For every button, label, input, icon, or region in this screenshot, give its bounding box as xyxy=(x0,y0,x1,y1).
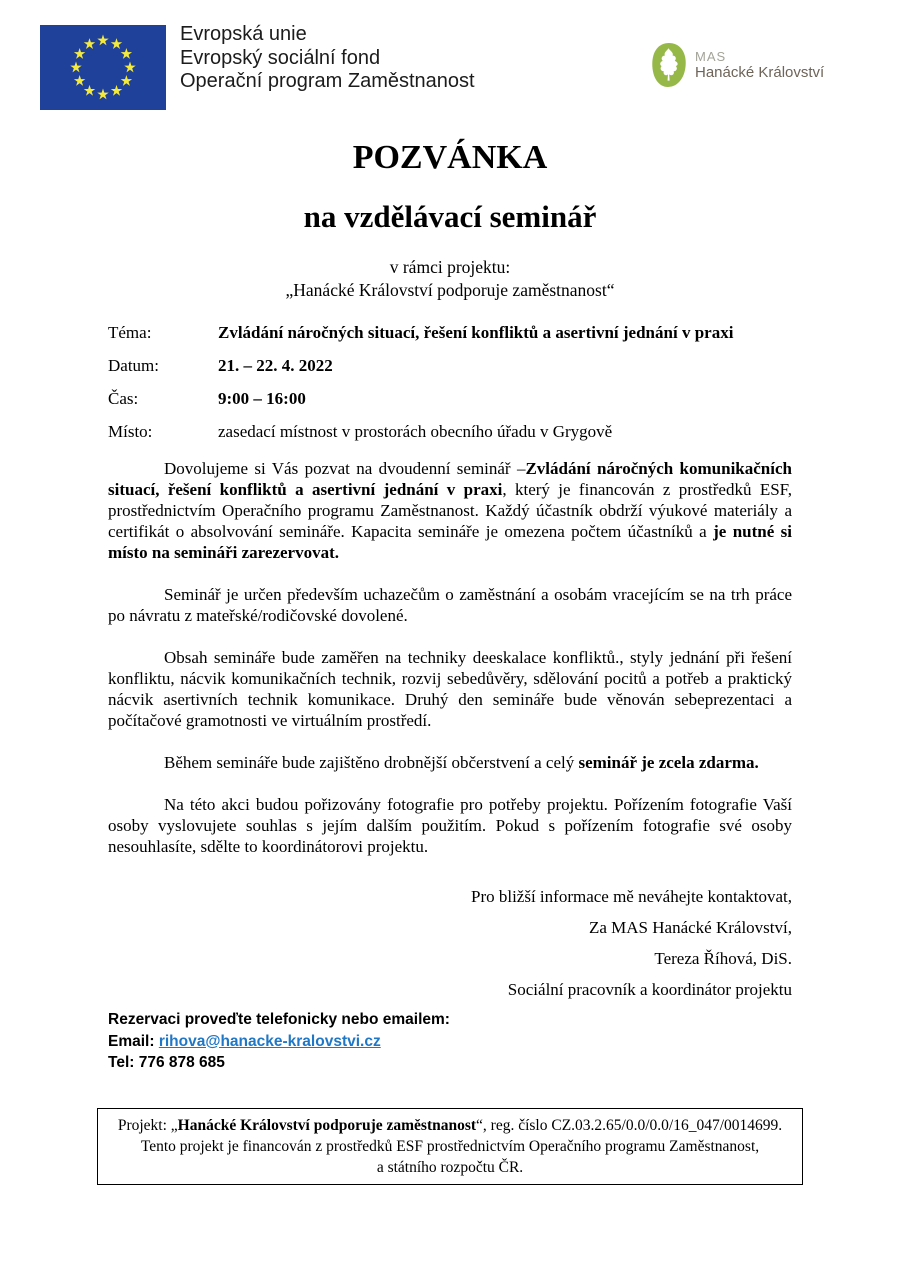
detail-row-cas xyxy=(108,388,792,409)
detail-label: Čas: xyxy=(108,389,139,408)
footer-project-name: Hanácké Království podporuje zaměstnanost xyxy=(177,1117,477,1134)
eu-flag-icon xyxy=(40,25,166,110)
footer-text: “, reg. číslo CZ.03.2.65/0.0/0.0/16_047/0014699. xyxy=(476,1117,783,1134)
seminar-details xyxy=(108,322,792,454)
eu-logo-line: Operační program Zaměstnanost xyxy=(180,70,475,92)
detail-label: Místo: xyxy=(108,422,153,441)
footer-text: Projekt: „ xyxy=(117,1117,178,1134)
detail-label: Datum: xyxy=(108,356,159,375)
oak-leaf-icon xyxy=(650,42,688,88)
email-link[interactable]: rihova@hanacke-kralovstvi.cz xyxy=(158,1032,381,1050)
footer-line-2: Tento projekt je financován z prostředků ESF prostřednictvím Operačního programu Zaměstnanost, xyxy=(140,1138,760,1155)
project-subtitle-line2: „Hanácké Království podporuje zaměstnanost“ xyxy=(285,280,615,300)
detail-row-datum xyxy=(108,355,792,376)
contact-line: Tereza Říhová, DiS. xyxy=(654,949,792,968)
mas-logo-name-bottom: Hanácké Království xyxy=(695,63,825,81)
reservation-block xyxy=(108,1009,450,1074)
detail-value: zasedací místnost v prostorách obecního úřadu v Grygově xyxy=(218,422,613,441)
mas-logo-name-top: MAS xyxy=(695,48,727,64)
contact-block xyxy=(108,886,792,1010)
eu-logo xyxy=(40,17,475,110)
document-title: POZVÁNKA xyxy=(352,139,548,176)
project-footer-box xyxy=(97,1108,803,1185)
project-subtitle xyxy=(0,256,900,302)
detail-label: Téma: xyxy=(108,323,152,342)
paragraph-text-bold: je nutné si místo na semináři zarezervovat. xyxy=(108,522,792,562)
contact-line: Sociální pracovník a koordinátor projektu xyxy=(507,980,792,999)
eu-logo-line: Evropská unie xyxy=(180,23,307,45)
reservation-instruction: Rezervaci proveďte telefonicky nebo emailem: xyxy=(108,1011,450,1028)
paragraph-text: Během semináře bude zajištěno drobnější občerstvení a celý xyxy=(164,753,579,772)
mas-logo-text xyxy=(695,49,824,82)
paragraph-2: Seminář je určen především uchazečům o zaměstnání a osobám vracejícím se na trh práce po návratu z mateřské/rodičovské dovolené. xyxy=(108,585,792,625)
paragraph-text-bold: Zvládání náročných komunikačních situací, řešení konfliktů a asertivní jednání v praxi xyxy=(108,459,792,499)
body-text xyxy=(108,458,792,878)
eu-logo-line: Evropský sociální fond xyxy=(180,46,381,69)
email-label: Email: xyxy=(108,1032,159,1050)
detail-value: 21. – 22. 4. 2022 xyxy=(218,356,333,375)
paragraph-3: Obsah semináře bude zaměřen na techniky deeskalace konfliktů., styly jednání při řešení konfliktu, nácvik komunikačních technik, rozvij sebedůvěry, sdělování pocitů a potřeb a praktický nácvik asertivních technik komunikace. Druhý den semináře bude věnován sebeprezentaci a počítačové gramotnosti ve virtuálním prostředí. xyxy=(108,648,792,730)
detail-row-tema xyxy=(108,322,792,343)
mas-logo xyxy=(650,42,824,88)
project-subtitle-line1: v rámci projektu: xyxy=(389,257,511,277)
paragraph-text-bold: seminář je zcela zdarma. xyxy=(578,753,759,772)
paragraph-text: , který je financován z prostředků ESF, prostřednictvím Operačního programu Zaměstnanost. Každý účastník obdrží výukové materiály a certifikát o absolvování semináře. Kapacita semináře je omezena počtem účastníků a xyxy=(108,480,792,541)
detail-value: 9:00 – 16:00 xyxy=(218,389,306,408)
contact-line: Za MAS Hanácké Království, xyxy=(588,918,792,937)
title-block xyxy=(0,138,900,302)
footer-line-3: a státního rozpočtu ČR. xyxy=(376,1159,524,1176)
eu-logo-text xyxy=(180,23,475,94)
contact-line: Pro bližší informace mě neváhejte kontaktovat, xyxy=(470,887,792,906)
document-subtitle: na vzdělávací seminář xyxy=(303,199,597,234)
footer-line-1 xyxy=(108,1115,792,1136)
paragraph-4 xyxy=(108,752,792,773)
reservation-tel-line: Tel: 776 878 685 xyxy=(108,1054,225,1071)
paragraph-5: Na této akci budou pořizovány fotografie pro potřeby projektu. Pořízením fotografie Vaší osoby vyslovujete souhlas s jejím dalším použitím. Pokud s pořízením fotografie své osoby nesouhlasíte, sdělte to koordinátorovi projektu. xyxy=(108,795,792,856)
detail-value: Zvládání náročných situací, řešení konfliktů a asertivní jednání v praxi xyxy=(218,323,734,342)
paragraph-text: Dovolujeme si Vás pozvat na dvoudenní seminář – xyxy=(164,459,526,478)
paragraph-1 xyxy=(108,458,792,563)
reservation-email-line xyxy=(108,1031,450,1053)
detail-row-misto xyxy=(108,421,792,442)
